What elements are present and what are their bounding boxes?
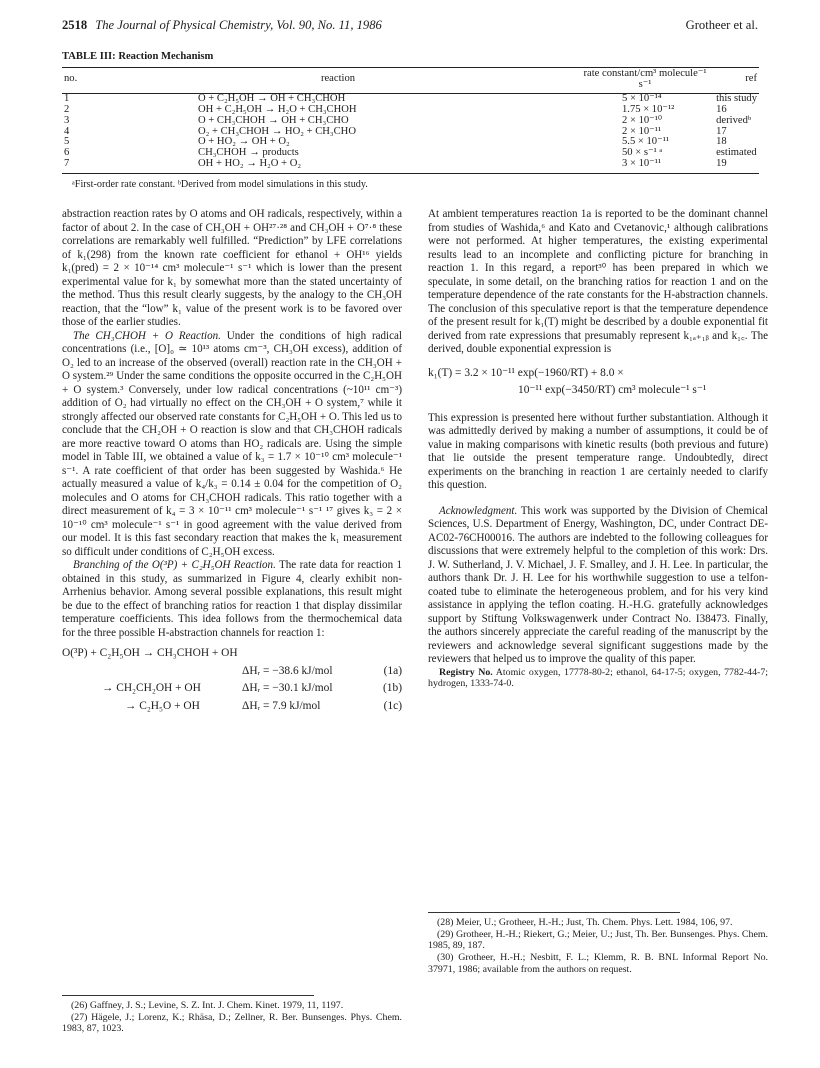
equation-line	[62, 698, 402, 716]
equation-tag: (1a)	[383, 664, 402, 677]
cell-reaction: CH₃CHOH → products	[198, 147, 299, 159]
equation-lhs: O(³P) + C₂H₅OH → CH₃CHOH + OH	[62, 647, 238, 659]
equation-block-2	[428, 365, 768, 400]
footnote: (27) Hägele, J.; Lorenz, K.; Rhäsa, D.; Zellner, R. Ber. Bunsenges. Phys. Chem. 1983, 87, 1023.	[62, 1011, 402, 1035]
equation-tag: (1c)	[383, 699, 402, 712]
paragraph: This expression is presented here without further substantiation. Although it was admittedly derived by making a number of assumptions, it could be of value in making comparisons with kinetic results (both previous and future) that lie outside the present temperature range. Undoubtedly, direct experiments on the branching in reaction 1 are certainly needed to clarify this question.	[428, 411, 768, 491]
paragraph: abstraction reaction rates by O atoms and OH radicals, respectively, within a factor of about 2. In the case of CH₃OH + OH²⁷·²⁸ and CH₃OH + O⁷·⁸ these correlations are remarkably well fulfilled. “Prediction” by LFE correlations of k₁(298) from the known rate coefficient for ethanol + OH¹⁶ yields k₁(pred) = 2 × 10⁻¹⁴ cm³ molecule⁻¹ s⁻¹ which is lower than the present experimental value for k₁ by somewhat more than the stated uncertainty of the method. Thus this result clearly suggests, by the analogy to the CH₃OH reaction, that the “low” k₁ value of the present work is to be favored over those of the earlier studies.	[62, 208, 402, 328]
cell-rate: 3 × 10⁻¹¹	[578, 159, 714, 173]
cell-rate: 2 × 10⁻¹¹	[622, 125, 662, 137]
paragraph: At ambient temperatures reaction 1a is reported to be the dominant channel from studies of Washida,⁶ and Kato and Cvetanovic,¹ although calibrations were not performed. At higher temperatures, the existing experimental results lead to an incomplete and conflicting picture for branching in reaction 1. In this regard, a report³⁰ has been prepared in which we speculate, in some detail, on the branching ratios for reaction 1 and on the temperature dependence of the rate constants for the H-abstraction channels. The conclusion of this speculative report is that the temperature dependence of the present result for k₁(T) might be described by a double exponential fit derived from rate expressions that presumably represent k₁ₐ₊₁ᵦ and k₁꜀. The derived, double exponential expression is	[428, 208, 768, 355]
cell-no: 7	[62, 159, 196, 173]
footnote: (29) Grotheer, H.-H.; Riekert, G.; Meier, U.; Just, Th. Ber. Bunsenges. Phys. Chem. 1985, 89, 187.	[428, 928, 768, 952]
left-column	[62, 208, 402, 715]
cell-rate: 5.5 × 10⁻¹¹	[622, 136, 670, 148]
paragraph: Acknowledgment. This work was supported by the Division of Chemical Sciences, U.S. Department of Energy, Washington, DC, under Contract DE-AC02-76CH00016. The authors are indebted to the following colleagues for discussions that were extremely helpful to the completion of this work: Drs. J. W. Sutherland, J. V. Michael, J. F. Smalley, and J. H. Lee. In particular, the authors thank Dr. J. H. Lee for his worthwhile suggestion to use a telfon-coated tube to eliminate the heterogeneous problem, and for his very kind assistance in applying the teflon coating. H.-H.G. gratefully acknowledges support by Stiftung Volkswagenwerk under Contract No. I38473. Finally, the authors sincerely appreciate the careful reading of the manuscript by the reviewers and acknowledge several significant suggestions made by the reviewers that helped us to improve the quality of this paper.	[428, 504, 768, 665]
cell-ref: estimated	[716, 147, 757, 159]
table-row	[62, 159, 759, 173]
cell-no: 4	[64, 125, 70, 137]
equation-enthalpy: ΔHᵣ = −38.6 kJ/mol	[242, 664, 333, 677]
right-column	[428, 208, 768, 690]
cell-ref: 18	[716, 136, 727, 148]
table-row	[62, 105, 759, 116]
col-header-rate: rate constant/cm³ molecule⁻¹ s⁻¹	[578, 68, 714, 94]
running-head-authors: Grotheer et al.	[685, 18, 758, 32]
table-title: TABLE III: Reaction Mechanism	[62, 51, 214, 62]
page-number: 2518	[62, 18, 88, 32]
table-row	[62, 93, 759, 104]
equation-line: 10⁻¹¹ exp(−3450/RT) cm³ molecule⁻¹ s⁻¹	[518, 384, 707, 396]
equation-line	[62, 663, 402, 681]
cell-rate: 2 × 10⁻¹⁰	[622, 114, 663, 126]
equation-block-1	[62, 645, 402, 715]
col-header-no: no.	[62, 68, 196, 94]
equation-lhs: → C₂H₅O + OH	[125, 699, 200, 712]
table-footnote: ᵃFirst-order rate constant. ᵇDerived from model simulations in this study.	[72, 179, 368, 190]
cell-ref: 19	[714, 159, 759, 173]
footnote: (28) Meier, U.; Grotheer, H.-H.; Just, Th. Chem. Phys. Lett. 1984, 106, 97.	[437, 917, 733, 928]
footnote-rule	[62, 995, 314, 996]
running-head	[62, 18, 758, 38]
cell-reaction: O + CH₃CHOH → OH + CH₃CHO	[198, 114, 349, 126]
section-head: The CH₃CHOH + O Reaction.	[73, 329, 221, 342]
equation-lhs: → CH₂CH₂OH + OH	[102, 682, 201, 694]
paragraph: Branching of the O(³P) + C₂H₅OH Reaction. The rate data for reaction 1 obtained in this study, as summarized in Figure 4, clearly exhibit non-Arrhenius behavior. Among several possible explanations, this result might be due to the effect of branching ratios for reaction 1 that display dissimilar temperature coefficients. This idea follows from the thermochemical data for the three possible H-abstraction channels for reaction 1:	[62, 559, 402, 639]
footnote: (26) Gaffney, J. S.; Levine, S. Z. Int. J. Chem. Kinet. 1979, 11, 1197.	[71, 1000, 344, 1011]
registry-numbers: Registry No. Atomic oxygen, 17778-80-2; ethanol, 64-17-5; oxygen, 7782-44-7; hydrogen, 1333-74-0.	[428, 666, 769, 690]
equation-line: k₁(T) = 3.2 × 10⁻¹¹ exp(−1960/RT) + 8.0 ×	[428, 366, 624, 379]
journal-citation: The Journal of Physical Chemistry, Vol. 90, No. 11, 1986	[95, 18, 382, 32]
cell-reaction: OH + HO₂ → H₂O + O₂	[196, 159, 578, 173]
section-head: Branching of the O(³P) + C₂H₅OH Reaction.	[73, 559, 276, 571]
cell-reaction: O₂ + CH₃CHOH → HO₂ + CH₃CHO	[198, 125, 356, 137]
footnote-rule	[428, 912, 680, 913]
cell-rate: 5 × 10⁻¹⁴	[622, 92, 662, 104]
cell-reaction: O + C₂H₅OH → OH + CH₃CHOH	[198, 92, 346, 104]
cell-rate: 50 × s⁻¹ ᵃ	[622, 147, 663, 159]
left-footnotes	[62, 1000, 402, 1035]
equation-line	[62, 680, 402, 698]
table-header-row	[62, 68, 759, 94]
cell-reaction: O + HO₂ → OH + O₂	[198, 136, 290, 148]
cell-ref: 17	[716, 125, 727, 137]
equation-tag: (1b)	[383, 682, 402, 694]
footnote: (30) Grotheer, H.-H.; Nesbitt, F. L.; Klemm, R. B. BNL Informal Report No. 37971, 1986; available from the authors on request.	[428, 952, 768, 975]
cell-no: 2	[64, 103, 70, 115]
cell-ref: 16	[716, 103, 727, 115]
cell-no: 5	[64, 136, 70, 148]
cell-no: 1	[64, 92, 70, 104]
cell-no: 6	[64, 147, 70, 159]
section-head: Acknowledgment.	[439, 504, 518, 517]
cell-rate: 1.75 × 10⁻¹²	[622, 103, 675, 115]
cell-ref: derivedᵇ	[716, 114, 752, 126]
col-header-ref: ref	[714, 68, 759, 94]
reaction-table	[62, 67, 759, 174]
cell-no: 3	[64, 114, 70, 126]
equation-enthalpy: ΔHᵣ = −30.1 kJ/mol	[242, 682, 333, 694]
right-footnotes	[428, 917, 768, 976]
equation-line	[62, 645, 402, 663]
registry-head: Registry No.	[439, 666, 493, 678]
paragraph: The CH₃CHOH + O Reaction. Under the conditions of high radical concentrations (i.e., [O]₀ ≃ 10¹³ atoms cm⁻³, CH₃OH excess), addition of O₂ led to an increase of the observed (overall) reaction rate in the CH₃OH + O system.²⁹ Under the same conditions the opposite occurred in the C₂H₅OH + O system.³ Conversely, under low radical concentrations (~10¹¹ cm⁻³) addition of O₂ had virtually no effect on the CH₃OH + O system,⁷ while it strongly affected our observed rate constants for C₂H₅OH + O. This led us to conclude that the CH₂OH + O reaction is slow and that CH₃CHOH radicals are more reactive toward O atoms than HO₂ radicals are. Using the simple model in Table III, we obtained a value of k₃ = 1.7 × 10⁻¹⁰ cm³ molecule⁻¹ s⁻¹. A rate coefficient of that order has been suggested by Washida.⁶ He actually measured a value of k₄/k₃ = 0.14 ± 0.04 for the competition of O₂ molecules and O atoms for CH₃CHOH radicals. This ratio together with a direct measurement of k₄ = 3 × 10⁻¹¹ cm³ molecule⁻¹ s⁻¹ ¹⁷ gives k₃ = 2 × 10⁻¹⁰ cm³ molecule⁻¹ s⁻¹ in good agreement with the value derived from our model. It is this fast secondary reaction that makes the k₁ measurement so difficult under conditions of C₂H₅OH excess.	[62, 329, 403, 558]
cell-reaction: OH + C₂H₅OH → H₂O + CH₃CHOH	[198, 103, 357, 115]
col-header-reaction: reaction	[196, 68, 578, 94]
table-row	[62, 116, 759, 127]
cell-ref: this study	[716, 92, 758, 104]
equation-enthalpy: ΔHᵣ = 7.9 kJ/mol	[242, 699, 321, 712]
